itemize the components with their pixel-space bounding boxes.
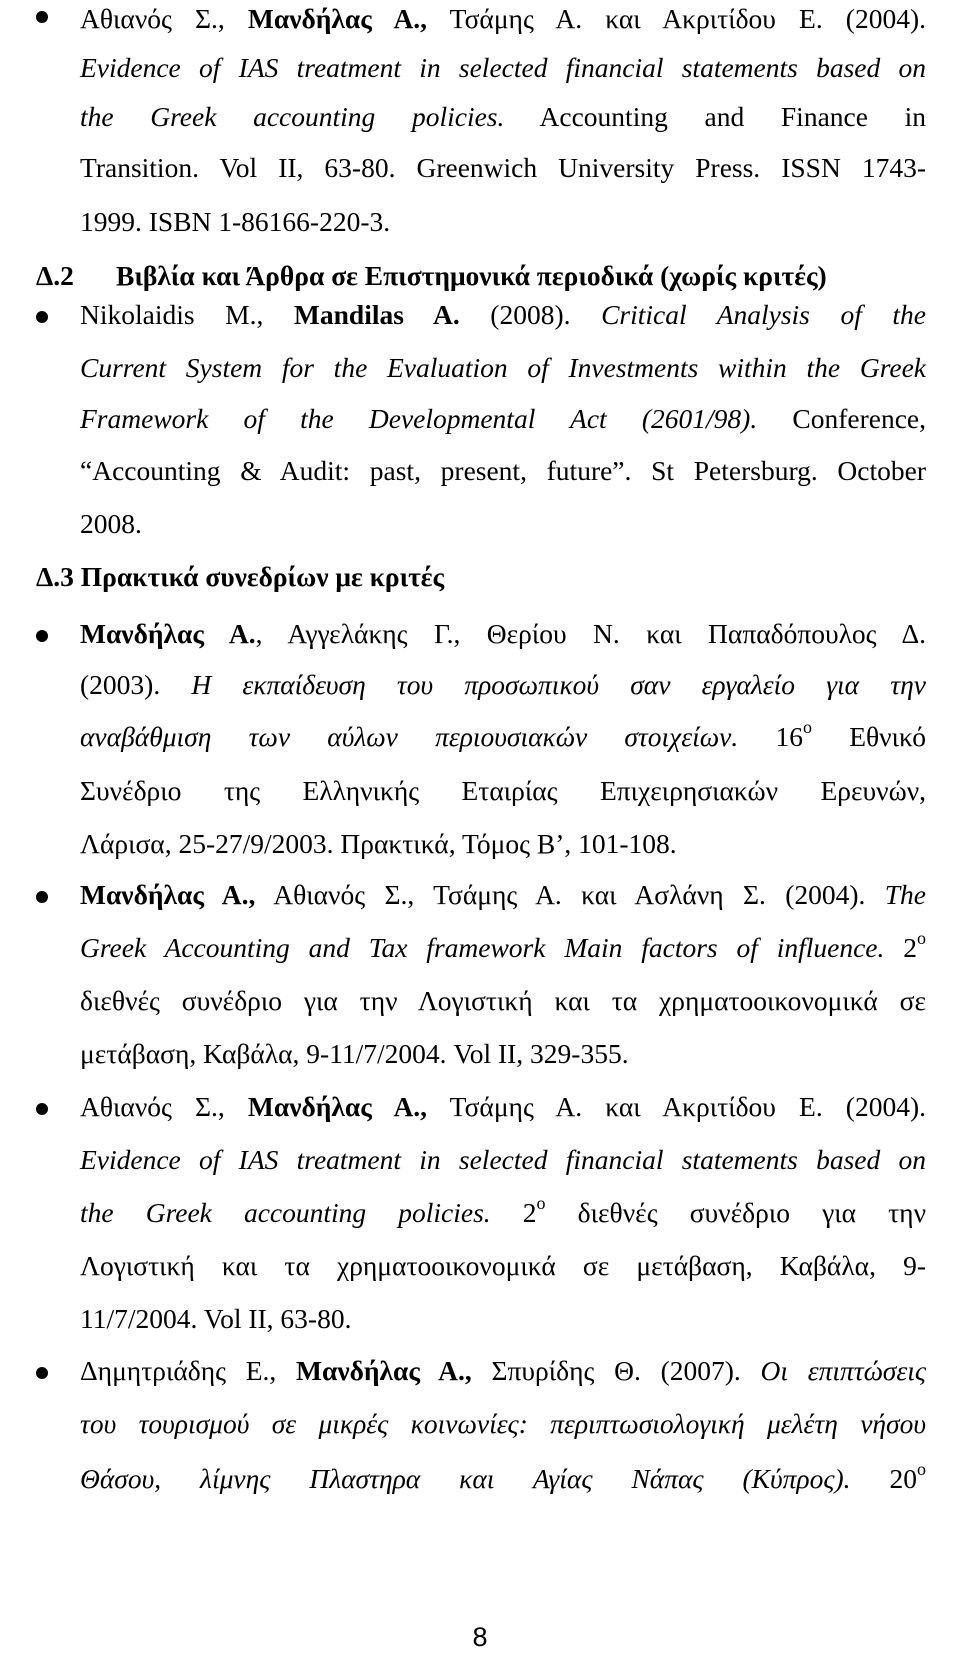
reference-line: Συνέδριο της Ελληνικής Εταιρίας Επιχειρησιακών Ερευνών, xyxy=(80,775,926,806)
reference-line: Current System for the Evaluation of Investments within the Greek xyxy=(80,352,926,383)
reference-line: μετάβαση, Καβάλα, 9-11/7/2004. Vol II, 329-355. xyxy=(80,1038,629,1069)
reference-line: Θάσου, λίμνης Πλαστηρα και Αγίας Νάπας (Κύπρος). $20^o$ xyxy=(80,1458,926,1494)
page-number: 8 xyxy=(472,1622,488,1652)
bullet-icon xyxy=(36,891,48,903)
reference-line: Evidence of IAS treatment in selected financial statements based on xyxy=(80,1144,926,1175)
reference-line: Μανδήλας Α., Αγγελάκης Γ., Θερίου Ν. και Παπαδόπουλος Δ. xyxy=(80,618,926,649)
reference-line: Framework of the Developmental Act (2601/98). Conference, xyxy=(80,403,926,434)
reference-line: Δημητριάδης Ε., Μανδήλας Α., Σπυρίδης Θ. (2007). Οι επιπτώσεις xyxy=(80,1355,926,1386)
bullet-icon xyxy=(36,1367,48,1379)
reference-line: 1999. ISBN 1-86166-220-3. xyxy=(80,206,391,237)
reference-line: the Greek accounting policies. $2^o$ διεθνές συνέδριο για την xyxy=(80,1192,927,1228)
reference-line: 2008. xyxy=(80,508,142,539)
reference-line: διεθνές συνέδριο για την Λογιστική και τα χρηματοοικονομικά σε xyxy=(80,985,926,1016)
section-heading: Δ.3 Πρακτικά συνεδρίων με κριτές xyxy=(36,561,445,592)
reference-line: του τουρισμού σε μικρές κοινωνίες: περιπτωσιολογική μελέτη νήσου xyxy=(80,1408,926,1439)
reference-line: Greek Accounting and Tax framework Main factors of influence. $2^o$ xyxy=(80,927,926,963)
reference-line: Αθιανός Σ., Μανδήλας Α., Τσάμης Α. και Ακριτίδου Ε. (2004). xyxy=(80,1091,927,1122)
reference-line: Evidence of IAS treatment in selected financial statements based on xyxy=(80,52,926,83)
bullet-icon xyxy=(36,11,48,23)
reference-line: Μανδήλας Α., Αθιανός Σ., Τσάμης Α. και Ασλάνη Σ. (2004). The xyxy=(80,879,927,910)
reference-line: “Accounting & Audit: past, present, future”. St Petersburg. October xyxy=(80,455,926,486)
reference-line: αναβάθμιση των αύλων περιουσιακών στοιχείων. $16^o$ Εθνικό xyxy=(80,716,927,752)
reference-line: Λάρισα, 25-27/9/2003. Πρακτικά, Τόμος Β’, 101-108. xyxy=(80,828,677,859)
reference-line: the Greek accounting policies. Accounting and Finance in xyxy=(80,101,926,132)
reference-line: Αθιανός Σ., Μανδήλας Α., Τσάμης Α. και Ακριτίδου Ε. (2004). xyxy=(80,3,927,34)
reference-line: Nikolaidis M., Mandilas A. (2008). Critical Analysis of the xyxy=(80,299,926,330)
bullet-icon xyxy=(36,311,48,323)
bullet-icon xyxy=(36,1103,48,1115)
reference-line: Transition. Vol II, 63-80. Greenwich University Press. ISSN 1743- xyxy=(80,152,926,183)
reference-line: 11/7/2004. Vol II, 63-80. xyxy=(80,1303,352,1334)
reference-line: Λογιστική και τα χρηματοοικονομικά σε μετάβαση, Καβάλα, 9- xyxy=(80,1250,926,1281)
bullet-icon xyxy=(36,630,48,642)
section-heading: Δ.2 Βιβλία και Άρθρα σε Επιστημονικά περιοδικά (χωρίς κριτές) xyxy=(36,260,827,291)
reference-line: (2003). Η εκπαίδευση του προσωπικού σαν εργαλείο για την xyxy=(80,669,926,700)
